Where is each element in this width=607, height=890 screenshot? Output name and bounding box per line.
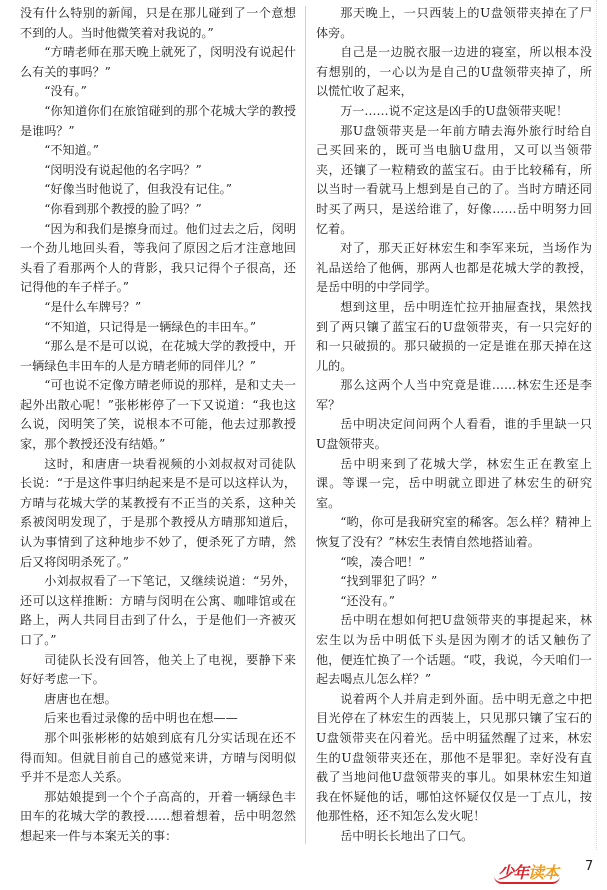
paragraph: 小刘叔叔看了一下笔记，又继续说道：“另外，还可以这样推断：方晴与闵明在公寓、咖啡馆或在路上，两人共同目击到了什么，于是他们一齐被灭口了。” [20,574,296,647]
paragraph: “方晴老师在那天晚上就死了，闵明没有说起什么有关的事吗？” [20,45,296,79]
paragraph: 自己是一边脱衣服一边进的寝室，所以根本没有想别的，一心以为是自己的U盘领带夹掉了，所以慌忙收了起来， [316,45,592,99]
paragraph: “那么是不是可以说，在花城大学的教授中，开一辆绿色丰田车的人是方晴老师的同伴儿？” [20,339,296,373]
paragraph: “不知道，只记得是一辆绿色的丰田车。” [44,319,257,334]
paragraph: 岳中明长长地出了口气。 [340,828,474,843]
paragraph: “还没有。” [340,593,395,608]
paragraph: 后来也看过录像的岳中明也在想—— [44,711,238,726]
paragraph: 这时，和唐唐一块看视频的小刘叔叔对司徒队长说：“于是这件事归纳起来是不是可以这样认为，方晴与花城大学的某教授有不正当的关系，这种关系被闵明发现了，于是那个教授从方晴那知道后，认为事情到了这种地步不妙了，便杀死了方晴，然后又将闵明杀死了。” [20,456,296,569]
paragraph: 那个叫张彬彬的姑娘到底有几分实话现在还不得而知。但就目前自己的感觉来讲，方晴与闵明似乎并不是恋人关系。 [20,730,296,785]
paragraph: 那么这两个人当中究竟是谁……林宏生还是李军？ [316,378,592,412]
paragraph: 没有什么特别的新闻，只是在那儿碰到了一个意想不到的人。当时他微笑着对我说的。” [20,6,296,40]
paragraph: 司徒队长没有回答，他关上了电视，要静下来好好考虑一下。 [20,652,296,687]
page-footer [0,840,607,890]
paragraph: “好像当时他说了，但我没有记住。” [44,182,232,197]
paragraph: “没有。” [44,84,87,99]
logo-text-part2: 读本 [528,863,559,882]
paragraph: 那姑娘提到一个个子高高的，开着一辆绿色丰田车的花城大学的教授……想着想着，岳中明忽然想起来一件与本案无关的事： [20,789,296,843]
page-number: 7 [585,859,594,874]
paragraph: 那天晚上，一只西装上的U盘领带夹掉在了尸体旁。 [316,6,592,40]
paragraph: “闵明没有说起他的名字吗？” [44,162,202,177]
paragraph: 那U盘领带夹是一年前方晴去海外旅行时给自己买回来的，既可当电脑U盘用，又可以当领带夹，还镶了一粒精致的蓝宝石。由于比较稀有，所以当时一看就马上想到是自己的了。当时方晴还同时买了两只，是送给谁了，好像……岳中明努力回忆着。 [316,123,592,236]
page-edge-guide [596,0,597,850]
column-divider [305,6,306,844]
paragraph: “你知道你们在旅馆碰到的那个花城大学的教授是谁吗？” [20,103,296,138]
paragraph: “是什么车牌号？” [44,299,142,314]
paragraph: “唉，凑合吧！” [340,554,426,569]
logo-text-part1: 少年 [498,863,529,882]
paragraph: “你看到那个教授的脸了吗？” [44,201,202,216]
paragraph: “不知道。” [44,143,99,158]
left-column [20,4,296,847]
right-column [316,4,592,847]
paragraph: 万一……说不定这是凶手的U盘领带夹呢！ [340,103,569,118]
paragraph: 说着两个人并肩走到外面。岳中明无意之中把目光停在了林宏生的西装上，只见那只镶了宝石的U盘领带夹在闪着光。岳中明猛然醒了过来，林宏生的U盘领带夹还在，那他不是罪犯。幸好没有直截了当地问他U盘领带夹的事儿。如果林宏生知道我在怀疑他的话，哪怕这怀疑仅仅是一丁点儿，按他那性格，还不知怎么发火呢！ [316,691,592,824]
paragraph: 对了，那天正好林宏生和李军来玩，当场作为礼品送给了他俩，那两人也都是花城大学的教授，是岳中明的中学同学。 [316,241,592,295]
logo-swoosh [494,876,560,884]
paragraph: 岳中明决定问问两个人看看，谁的手里缺一只U盘领带夹。 [316,417,592,452]
paragraph: 岳中明来到了花城大学，林宏生正在教室上课。等课一完，岳中明就立即进了林宏生的研究室。 [316,456,592,510]
paragraph: “找到罪犯了吗？” [340,574,438,589]
paragraph: “哟，你可是我研究室的稀客。怎么样？精神上恢复了没有？”林宏生表情自然地搭讪着。 [316,515,592,550]
paragraph: 岳中明在想如何把U盘领带夹的事提起来，林宏生以为岳中明低下头是因为刚才的话又触伤了他，便连忙换了一个话题。“哎，我说，今天咱们一起去喝点儿怎么样？” [316,613,592,687]
paragraph: 想到这里，岳中明连忙拉开抽屉查找，果然找到了两只镶了蓝宝石的U盘领带夹，有一只完好的和一只破损的。那只破损的一定是谁在那天掉在这儿的。 [316,299,592,373]
paragraph: “因为和我们是擦身而过。他们过去之后，闵明一个劲儿地回头看，等我问了原因之后才注意地回头看了看那两个人的背影，我只记得个子很高，还记得他的车子样子。” [20,221,296,295]
paragraph: 唐唐也在想。 [44,691,117,706]
paragraph: “可也说不定像方晴老师说的那样，是和丈夫一起外出散心呢！”张彬彬停了一下又说道：“我也这么说，闵明笑了笑，说根本不可能，他去过那教授家，那个教授还没有结婚。” [20,378,296,452]
